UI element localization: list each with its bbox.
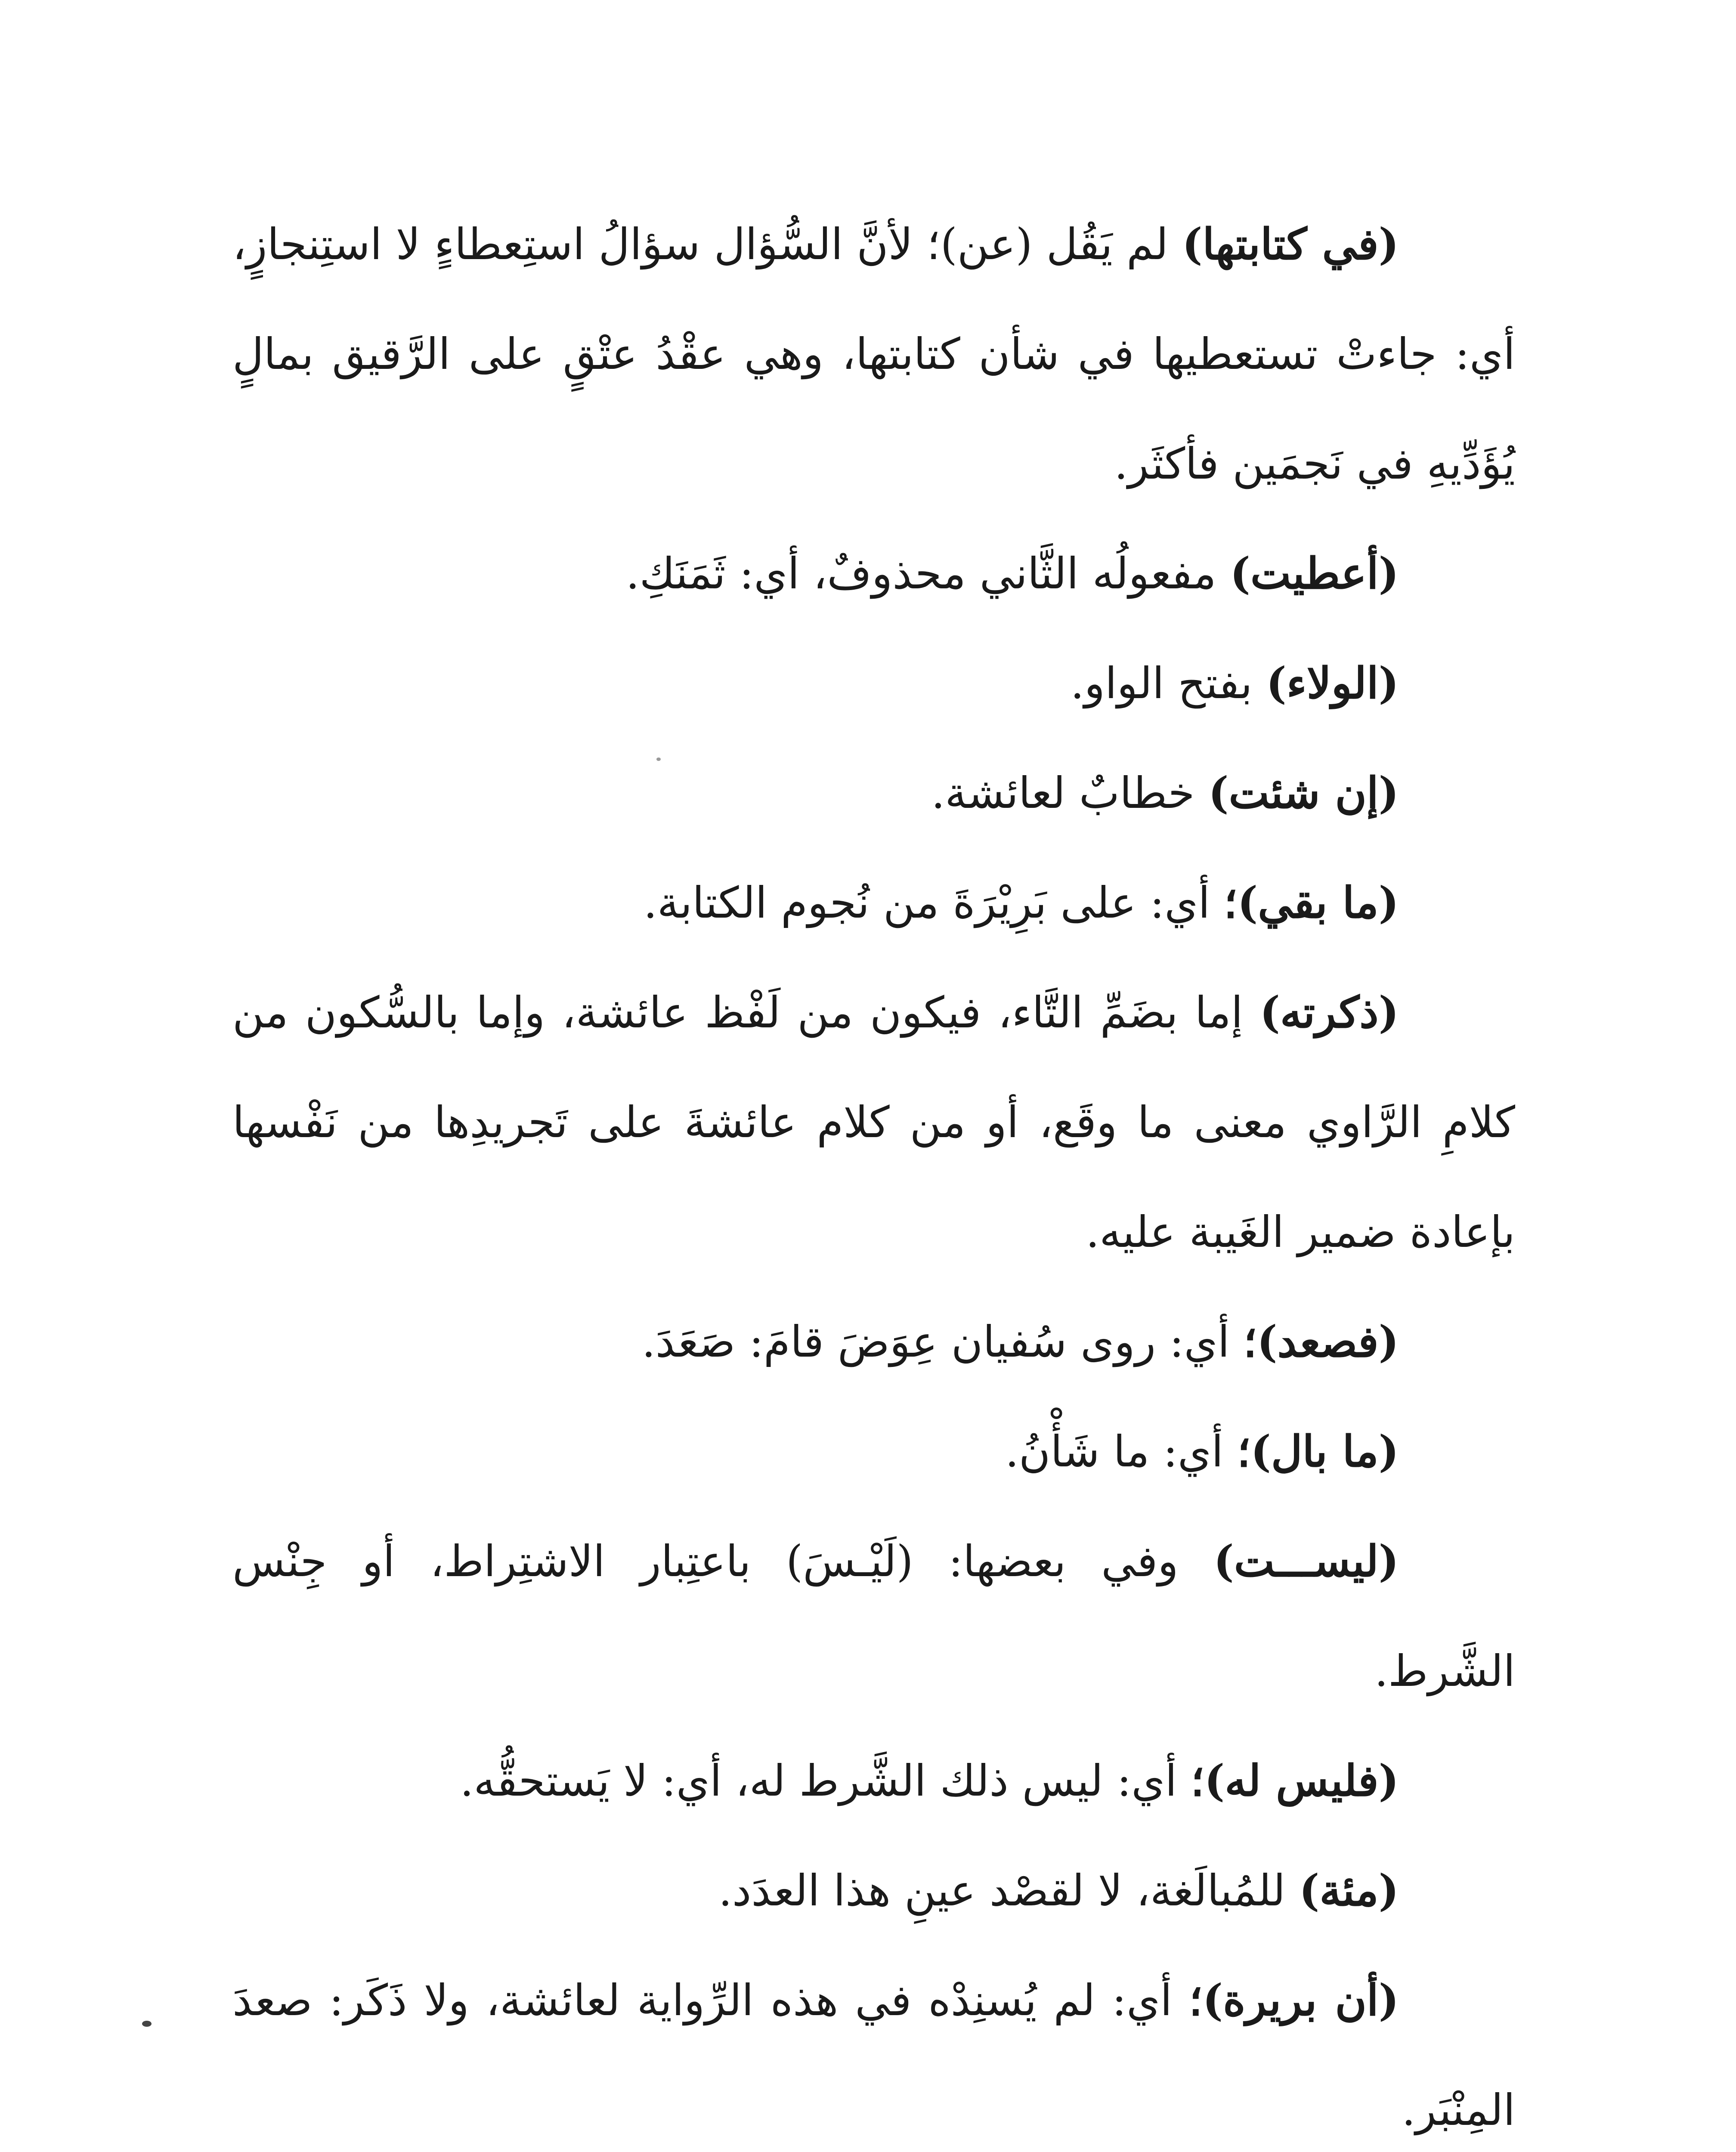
lemma: (في كتابتها)	[1182, 219, 1399, 269]
paragraph-text: وفي بعضها: (لَيْـسَ) باعتِبار الاشتِراط، أو جِنْس الشَّرط.	[232, 1536, 1515, 1696]
lemma: (فليس له)؛	[1191, 1755, 1399, 1806]
paragraph-text: إما بضَمِّ التَّاء، فيكون من لَفْظ عائشة، وإما بالسُّكون من كلامِ الرَّاوي معنى ما وقَع، أو من كلام عائشةَ على تَجريدِها من نَفْسها بإعادة ضمير الغَيبة عليه.	[232, 987, 1515, 1257]
paragraph-in-shiti	[232, 738, 1515, 848]
paragraph-text: مفعولُه الثَّاني محذوفٌ، أي: ثَمَنَكِ.	[625, 548, 1230, 599]
lemma: (ليســـت)	[1213, 1536, 1399, 1586]
paragraph-atayt	[232, 519, 1515, 628]
paragraph-kitabatiha	[232, 189, 1515, 519]
lemma: (الولاء)	[1266, 658, 1399, 708]
paragraph-text: بفتح الواو.	[1070, 658, 1266, 708]
paragraph-text: خطابٌ لعائشة.	[931, 768, 1209, 818]
lemma: (ما بقي)؛	[1223, 877, 1399, 928]
paragraph-text: أي: لم يُسنِدْه في هذه الرِّواية لعائشة، ولا ذَكَر: صعدَ المِنْبَر.	[232, 1975, 1515, 2135]
paragraph-miah	[232, 1836, 1515, 1945]
lemma: (ذكرته)	[1259, 987, 1399, 1038]
paragraph-ma-baqi	[232, 848, 1515, 958]
lemma: (مئة)	[1299, 1865, 1399, 1916]
paragraph-ma-bal	[232, 1397, 1515, 1506]
paragraph-anna-barirah	[232, 1945, 1515, 2152]
paragraph-falaysa-lahu	[232, 1726, 1515, 1836]
paragraph-laysat	[232, 1506, 1515, 1726]
lemma: (أعطيت)	[1230, 548, 1399, 599]
scan-speck	[142, 2021, 152, 2027]
paragraph-text: للمُبالَغة، لا لقصْد عينِ هذا العدَد.	[718, 1865, 1300, 1916]
paragraph-text: لم يَقُل (عن)؛ لأنَّ السُّؤال سؤالُ استِعطاءٍ لا استِنجازٍ، أي: جاءتْ تستعطيها في شأن كتابتها، وهي عقْدُ عتْقٍ على الرَّقيق بمالٍ يُؤَدِّيهِ في نَجمَين فأكثَر.	[232, 219, 1515, 489]
paragraph-fasaad	[232, 1287, 1515, 1397]
lemma: (ما بال)؛	[1237, 1426, 1399, 1477]
paragraph-text: أي: ما شَأْنُ.	[1005, 1426, 1237, 1477]
paragraph-text: أي: روى سُفيان عِوَضَ قامَ: صَعَدَ.	[642, 1317, 1244, 1367]
lemma: (فصعد)؛	[1243, 1316, 1399, 1367]
lemma: (أن بريرة)؛	[1189, 1975, 1399, 2025]
scan-speck	[656, 758, 661, 761]
paragraph-dhakartuhu	[232, 958, 1515, 1287]
lemma: (إن شئت)	[1208, 767, 1399, 818]
commentary-text	[232, 189, 1515, 2152]
paragraph-walaa	[232, 628, 1515, 738]
paragraph-text: أي: على بَرِيْرَةَ من نُجوم الكتابة.	[643, 878, 1224, 928]
paragraph-text: أي: ليس ذلك الشَّرط له، أي: لا يَستحقُّه.	[460, 1756, 1191, 1806]
